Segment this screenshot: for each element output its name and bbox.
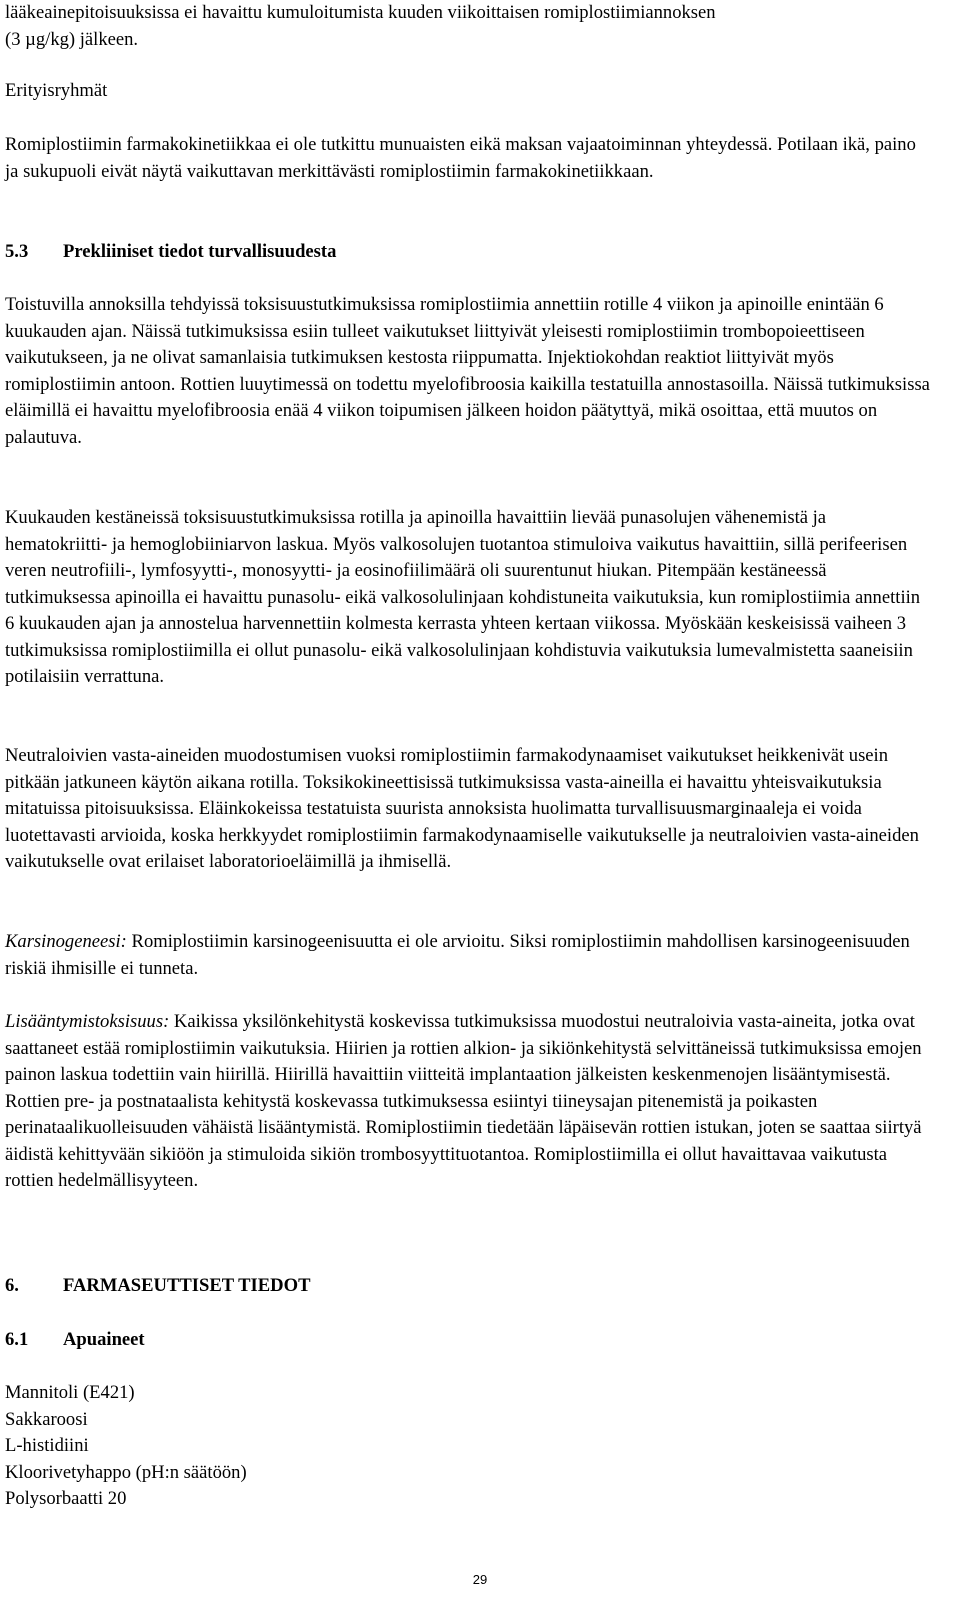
reproduction-label: Lisääntymistoksisuus: — [5, 1011, 170, 1032]
section-title: FARMASEUTTISET TIEDOT — [63, 1275, 311, 1296]
carcinogenicity-text: Romiplostiimin karsinogeenisuutta ei ole arvioitu. Siksi romiplostiimin mahdollisen karsinogeenisuuden riskiä ihmisille ei tunneta. — [5, 931, 910, 979]
page-number: 29 — [472, 1572, 488, 1587]
list-item: L-histidiini — [5, 1435, 89, 1456]
reproduction-paragraph — [5, 1009, 940, 1195]
list-item: Kloorivetyhappo (pH:n säätöön) — [5, 1461, 247, 1483]
special-groups-text: Romiplostiimin farmakokinetiikkaa ei ole tutkittu munuaisten eikä maksan vajaatoiminnan yhteydessä. Potilaan ikä, paino ja sukupuoli eivät näytä vaikuttavan merkittävästi romiplostiimin farmakokinetiikkaan. — [5, 134, 916, 182]
section-title: Prekliiniset tiedot turvallisuudesta — [63, 241, 337, 262]
excipients-list — [5, 1380, 247, 1513]
special-groups-heading: Erityisryhmät — [5, 80, 108, 101]
section-5-3-heading — [5, 239, 336, 266]
preclinical-paragraph-2: Kuukauden kestäneissä toksisuustutkimuksissa rotilla ja apinoilla havaittiin lievää punasolujen vähenemistä ja hematokriitti- ja hemoglobiiniarvon laskua. Myös valkosolujen tuotantoa stimuloiva vaikutus havaittiin, sillä perifeerisen veren neutrofiili-, lymfosyytti-, monosyytti- ja eosinofiilimäärä oli suurentunut hiukan. Pitempään kestäneessä tutkimuksessa apinoilla ei havaittu punasolu- eikä valkosolulinjaan kohdistuneita vaikutuksia, kun romiplostiimia annettiin 6 kuukauden ajan ja annostelua harvennettiin kolmesta kerrasta yhteen kertaan viikossa. Myöskään keskeisissä vaiheen 3 tutkimuksissa romiplostiimilla ei ollut punasolu- eikä valkosolulinjaan kohdistuvia vaikutuksia lumevalmistetta saaneisiin potilaisiin verrattuna. — [5, 507, 921, 687]
intro-line-1: lääkeainepitoisuuksissa ei havaittu kumuloitumista kuuden viikoittaisen romiplostiimiannoksen — [5, 2, 716, 23]
section-number: 6. — [5, 1275, 19, 1296]
list-item: Mannitoli (E421) — [5, 1382, 135, 1403]
list-item: Sakkaroosi — [5, 1408, 88, 1430]
section-number: 6.1 — [5, 1329, 29, 1350]
list-item: Polysorbaatti 20 — [5, 1488, 127, 1509]
section-number: 5.3 — [5, 241, 29, 262]
preclinical-paragraph-3: Neutraloivien vasta-aineiden muodostumisen vuoksi romiplostiimin farmakodynaamiset vaikutukset heikkenivät usein pitkään jatkuneen käytön aikana rotilla. Toksikokineettisissä tutkimuksissa vasta-aineilla ei havaittu yhteisvaikutuksia mitatuissa pitoisuuksissa. Eläinkokeissa testatuista suurista annoksista huolimatta turvallisuusmarginaaleja ei voida luotettavasti arvioida, koska herkkyydet romiplostiimin farmakodynaamiselle vaikutukselle ja neutraloivien vasta-aineiden vaikutukselle ovat erilaiset laboratorioeläimillä ja ihmisellä. — [5, 745, 919, 872]
intro-block — [5, 0, 945, 53]
section-6-heading — [5, 1273, 310, 1300]
section-6-1-heading — [5, 1327, 145, 1354]
carcinogenicity-paragraph — [5, 929, 940, 982]
intro-line-2: (3 µg/kg) jälkeen. — [5, 28, 139, 50]
section-title: Apuaineet — [63, 1329, 145, 1350]
carcinogenicity-label: Karsinogeneesi: — [5, 931, 127, 952]
preclinical-paragraph-1: Toistuvilla annoksilla tehdyissä toksisuustutkimuksissa romiplostiimia annettiin rotille 4 viikon ja apinoille enintään 6 kuukauden ajan. Näissä tutkimuksissa esiin tulleet vaikutukset liittyivät yleisesti romiplostiimin trombopoieettiseen vaikutukseen, ja ne olivat samanlaisia tutkimuksen kestosta riippumatta. Injektiokohdan reaktiot liittyivät myös romiplostiimin antoon. Rottien luuytimessä on todettu myelofibroosia kaikilla testatuilla annostasoilla. Näissä tutkimuksissa eläimillä ei havaittu myelofibroosia enää 4 viikon toipumisen jälkeen hoidon päätyttyä, mikä osoittaa, että muutos on palautuva. — [5, 294, 930, 448]
reproduction-text: Kaikissa yksilönkehitystä koskevissa tutkimuksissa muodostui neutraloivia vasta-aineita, jotka ovat saattaneet estää romiplostiimin vaikutuksia. Hiirien ja rottien alkion- ja sikiönkehitystä selvittäneissä tutkimuksissa emojen painon laskua todettiin vain hiirillä. Hiirillä havaittiin viitteitä implantaation jälkeisten keskenmenojen lisääntymisestä. Rottien pre- ja postnataalista kehitystä koskevassa tutkimuksessa esiintyi tiineysajan pitenemistä ja poikasten perinataalikuolleisuuden vähäistä lisääntymistä. Romiplostiimin tiedetään läpäisevän rottien istukan, joten se saattaa siirtyä äidistä kehittyvään sikiöön ja stimuloida sikiön trombosyyttituotantoa. Romiplostiimilla ei ollut havaittavaa vaikutusta rottien hedelmällisyyteen. — [5, 1011, 922, 1191]
